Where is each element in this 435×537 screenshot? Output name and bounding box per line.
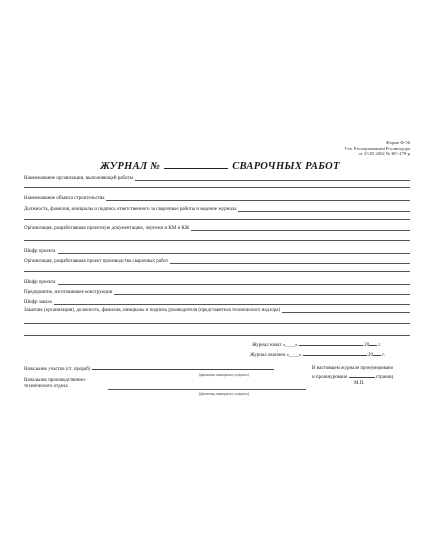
order-code-row[interactable] bbox=[24, 298, 410, 306]
manufacturer-row[interactable] bbox=[24, 288, 410, 296]
customer-line-2[interactable] bbox=[24, 323, 410, 324]
order-code-line[interactable] bbox=[54, 303, 410, 305]
journal-ended-year-suffix: г. bbox=[382, 353, 385, 358]
journal-ended-month-line[interactable] bbox=[303, 350, 367, 356]
order-code-label: Шифр заказа bbox=[24, 300, 52, 305]
site-chief-label: Начальник участка (ст. прораб) bbox=[24, 367, 91, 372]
design-org-line[interactable] bbox=[191, 229, 410, 231]
customer-line-3[interactable] bbox=[24, 335, 410, 336]
project-code-2-label: Шифр проекта bbox=[24, 280, 56, 285]
form-approval-date: от 23.05.2002 № ИС-478-р bbox=[358, 151, 410, 157]
site-chief-row[interactable] bbox=[24, 364, 274, 373]
pto-chief-label-line2: технического отдела bbox=[24, 384, 68, 389]
form-approval: Утв. Распоряжением Росавтодора bbox=[344, 145, 410, 151]
manufacturer-line[interactable] bbox=[114, 293, 410, 295]
journal-started-year-suffix: г. bbox=[378, 343, 382, 348]
responsible-line[interactable] bbox=[238, 210, 410, 212]
responsible-row[interactable] bbox=[24, 205, 410, 213]
project-code-label: Шифр проекта bbox=[24, 249, 56, 254]
object-name-label: Наименование объекта строительства bbox=[24, 196, 105, 201]
design-org-line-2[interactable] bbox=[24, 240, 410, 241]
manufacturer-label: Предприятие, изготовившее конструкции bbox=[24, 290, 113, 295]
journal-started-month-line[interactable] bbox=[299, 340, 363, 346]
journal-form bbox=[24, 130, 416, 413]
journal-ended-year-line[interactable] bbox=[373, 350, 381, 356]
form-number: Форма Ф-56 bbox=[386, 140, 410, 145]
project-code-2-row[interactable] bbox=[24, 278, 410, 286]
ppr-org-line-2[interactable] bbox=[24, 271, 410, 272]
object-name-line[interactable] bbox=[106, 199, 410, 201]
journal-started-row[interactable] bbox=[252, 340, 381, 349]
numbering-block bbox=[312, 366, 393, 387]
object-name-row[interactable] bbox=[24, 194, 410, 202]
pto-chief-caption: (фамилия, инициалы, подпись) bbox=[198, 392, 250, 396]
journal-started-year-prefix: 20 bbox=[364, 343, 370, 348]
journal-number-line[interactable] bbox=[164, 160, 228, 169]
title-prefix: ЖУРНАЛ № bbox=[100, 161, 161, 172]
journal-started-label: Журнал начат «____» bbox=[252, 343, 298, 348]
journal-ended-label: Журнал окончен «____» bbox=[250, 353, 302, 358]
pto-chief-label-block bbox=[24, 378, 86, 390]
customer-line[interactable] bbox=[282, 311, 410, 313]
form-reference bbox=[344, 140, 410, 157]
project-code-row[interactable] bbox=[24, 247, 410, 255]
design-org-row[interactable] bbox=[24, 224, 410, 232]
numbering-line2[interactable] bbox=[312, 372, 393, 381]
ppr-org-line[interactable] bbox=[170, 262, 410, 264]
journal-ended-year-prefix: 20 bbox=[367, 353, 373, 358]
numbering-line2-suffix: страниц bbox=[375, 375, 394, 380]
responsible-line-2[interactable] bbox=[24, 219, 410, 220]
org-name-line-2[interactable] bbox=[24, 187, 410, 188]
customer-label: Заказчик (организация), должность, фамилия, инициалы и подпись руководителя (представителя технического надзора) bbox=[24, 308, 280, 313]
org-name-line[interactable] bbox=[135, 179, 410, 181]
numbering-line1: В настоящем журнале пронумеровано bbox=[312, 366, 394, 371]
pages-count-line[interactable] bbox=[349, 372, 375, 378]
journal-started-year-line[interactable] bbox=[369, 340, 377, 346]
responsible-label: Должность, фамилия, инициалы и подпись ответственного за сварочные работы и ведение журнала bbox=[24, 207, 237, 212]
page-title bbox=[24, 160, 416, 172]
site-chief-caption: (фамилия, инициалы, подпись) bbox=[198, 373, 250, 377]
project-code-line[interactable] bbox=[58, 252, 411, 254]
ppr-org-label: Организация, разработавшая проект производства сварочных работ bbox=[24, 259, 169, 264]
numbering-line2-prefix: и прошнуровано bbox=[312, 375, 348, 380]
org-name-row[interactable] bbox=[24, 174, 410, 182]
pto-chief-signature-line[interactable] bbox=[108, 389, 306, 390]
design-org-label: Организация, разработавшая проектную документацию, чертежи и КМ и КЖ bbox=[24, 226, 190, 231]
project-code-2-line[interactable] bbox=[58, 283, 411, 285]
stamp-place: М.П. bbox=[354, 381, 365, 386]
org-name-label: Наименование организации, выполняющей работы bbox=[24, 176, 134, 181]
customer-row[interactable] bbox=[24, 306, 410, 314]
journal-ended-row[interactable] bbox=[250, 350, 385, 359]
title-suffix: СВАРОЧНЫХ РАБОТ bbox=[232, 161, 340, 172]
pto-chief-label-line1: Начальник производственно- bbox=[24, 378, 87, 383]
ppr-org-row[interactable] bbox=[24, 257, 410, 265]
site-chief-signature-line[interactable] bbox=[92, 364, 274, 370]
